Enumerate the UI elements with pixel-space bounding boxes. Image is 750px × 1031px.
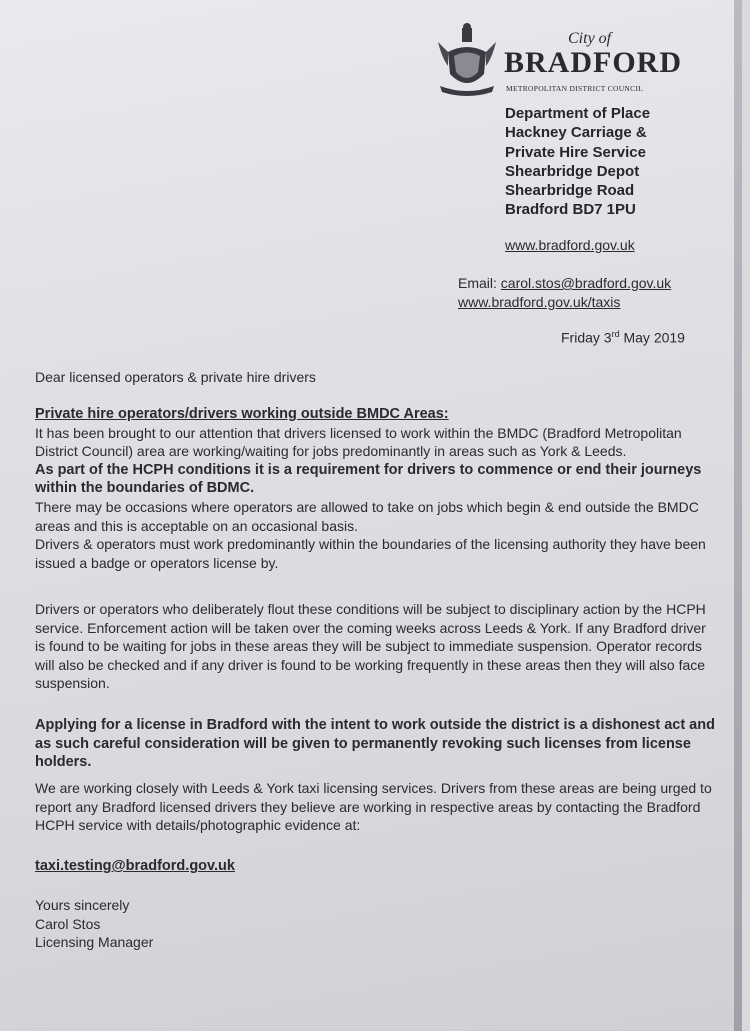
- address-line: Bradford BD7 1PU: [505, 201, 636, 219]
- letter-date: [561, 329, 685, 346]
- closing: Yours sincerely: [35, 897, 130, 913]
- date-suffix: rd: [611, 329, 620, 339]
- coat-of-arms-icon: [434, 22, 500, 98]
- letter-section-1: [35, 405, 715, 572]
- page-edge: [734, 0, 742, 1031]
- section-heading: Private hire operators/drivers working outside BMDC Areas:: [35, 406, 449, 422]
- address-line: Shearbridge Road: [505, 182, 635, 200]
- paragraph: Drivers or operators who deliberately flout these conditions will be subject to disciplinary action by the HCPH service. Enforcement action will be taken over the coming weeks across Leeds & York. If any Bradford driver is found to be waiting for jobs in these areas they will be subject to immediate suspension. Operator records will also be checked and if any driver is found to be working frequently in these areas then they will also face suspension.: [35, 601, 706, 692]
- paragraph-bold: As part of the HCPH conditions it is a requirement for drivers to commence or end their journeys within the boundaries of BDMC.: [35, 461, 702, 497]
- email-link[interactable]: carol.stos@bradford.gov.uk: [500, 275, 672, 291]
- letterhead-city-name: BRADFORD: [504, 46, 682, 79]
- paragraph: We are working closely with Leeds & York taxi licensing services. Drivers from these areas are being urged to report any Bradford licensed drivers they believe are working in respective areas by contacting the Bradford HCPH service with details/photographic evidence at:: [35, 780, 712, 834]
- date-rest: May 2019: [619, 329, 685, 346]
- date-prefix: Friday 3: [561, 329, 612, 346]
- address-line: Department of Place: [505, 105, 651, 122]
- email-line: [458, 275, 671, 291]
- paragraph-bold: Applying for a license in Bradford with the intent to work outside the district is a dishonest act and as such careful consideration will be given to permanently revoking such licenses from license holders.: [35, 717, 715, 771]
- signer-title: Licensing Manager: [35, 934, 154, 951]
- address-line: Shearbridge Depot: [505, 162, 640, 180]
- paragraph: Drivers & operators must work predominantly within the boundaries of the licensing authority they have been issued a badge or operators license by.: [35, 536, 706, 571]
- letterhead-council: METROPOLITAN DISTRICT COUNCIL: [506, 84, 644, 93]
- sender-address: [505, 104, 650, 220]
- letterhead-city-of: City of: [568, 30, 612, 47]
- taxis-link[interactable]: www.bradford.gov.uk/taxis: [458, 294, 621, 310]
- salutation: Dear licensed operators & private hire drivers: [35, 369, 316, 385]
- paragraph: There may be occasions where operators are allowed to take on jobs which begin & end outside the BMDC areas and this is acceptable on an occasional basis.: [35, 498, 699, 534]
- website-link[interactable]: www.bradford.gov.uk: [505, 237, 635, 253]
- signer-name: Carol Stos: [35, 915, 101, 932]
- paragraph: It has been brought to our attention that drivers licensed to work within the BMDC (Bradford Metropolitan District Council) area are working/waiting for jobs predominantly in areas such as York & Leeds.: [35, 424, 682, 460]
- contact-email-link[interactable]: taxi.testing@bradford.gov.uk: [35, 858, 235, 874]
- address-line: Private Hire Service: [505, 143, 646, 161]
- email-label: Email:: [458, 275, 497, 291]
- address-line: Hackney Carriage &: [505, 124, 647, 142]
- signature-block: [35, 896, 153, 952]
